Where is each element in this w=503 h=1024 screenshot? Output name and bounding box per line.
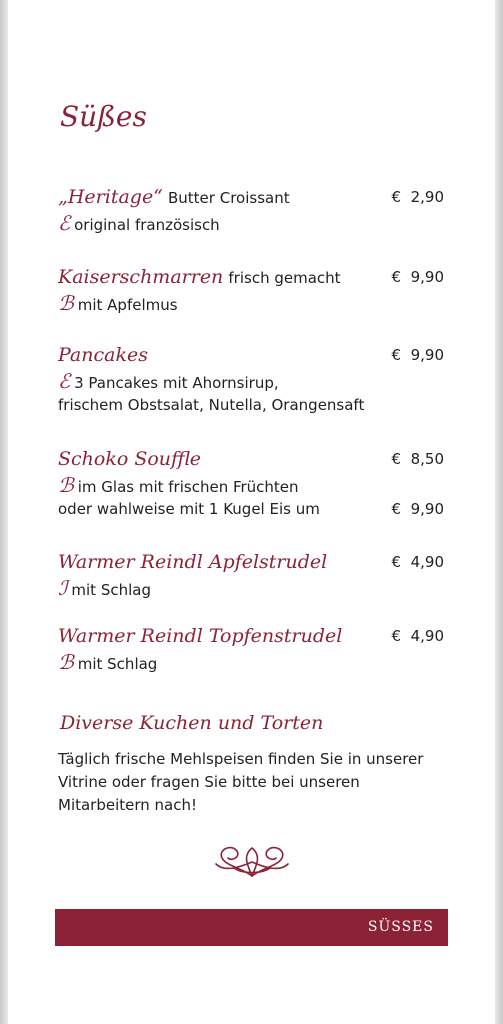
item-price: € 9,90	[391, 268, 444, 286]
item-description: mit Schlag	[77, 655, 158, 673]
menu-item	[58, 262, 448, 316]
item-tag: frisch gemacht	[228, 269, 341, 287]
item-name: Warmer Reindl Apfelstrudel	[58, 551, 328, 573]
item-description: mit Apfelmus	[77, 296, 178, 314]
item-description: 3 Pancakes mit Ahornsirup,	[74, 374, 279, 392]
item-extra-price: € 9,90	[391, 500, 444, 518]
flourish-icon: ℬ	[58, 650, 74, 674]
footer-label: SÜSSES	[367, 919, 434, 935]
footer-bar	[55, 909, 448, 946]
ornament-icon	[212, 838, 292, 882]
item-name: Warmer Reindl Topfenstrudel	[58, 625, 343, 647]
item-tag: Butter Croissant	[168, 189, 290, 207]
item-price: € 8,50	[391, 450, 444, 468]
flourish-icon: ℰ	[58, 369, 71, 393]
item-description: im Glas mit frischen Früchten	[77, 478, 299, 496]
cakes-title: Diverse Kuchen und Torten	[60, 712, 324, 734]
item-name: Pancakes	[58, 344, 148, 366]
menu-item	[58, 444, 448, 520]
menu-item	[58, 340, 448, 416]
item-name: „Heritage“	[58, 186, 163, 208]
page-frame-right	[495, 0, 503, 1024]
page-title: Süßes	[60, 100, 147, 133]
item-price: € 9,90	[391, 346, 444, 364]
page-frame-left	[0, 0, 8, 1024]
item-description: original französisch	[74, 216, 220, 234]
item-name: Schoko Souffle	[58, 448, 201, 470]
cakes-text: Täglich frische Mehlspeisen finden Sie in unserer Vitrine oder fragen Sie bitte bei unseren Mitarbeitern nach!	[58, 750, 424, 814]
flourish-icon: ℬ	[58, 291, 74, 315]
item-price: € 4,90	[391, 627, 444, 645]
item-description: oder wahlweise mit 1 Kugel Eis um	[58, 500, 320, 518]
item-price: € 4,90	[391, 553, 444, 571]
menu-item	[58, 182, 448, 236]
item-name: Kaiserschmarren	[58, 266, 224, 288]
flourish-icon: ℬ	[58, 473, 74, 497]
item-description: frischem Obstsalat, Nutella, Orangensaft	[58, 396, 365, 414]
flourish-icon: ℐ	[58, 576, 68, 600]
menu-item	[58, 547, 448, 601]
flourish-icon: ℰ	[58, 211, 71, 235]
item-price: € 2,90	[391, 188, 444, 206]
item-description: mit Schlag	[71, 581, 151, 599]
menu-item	[58, 621, 448, 675]
